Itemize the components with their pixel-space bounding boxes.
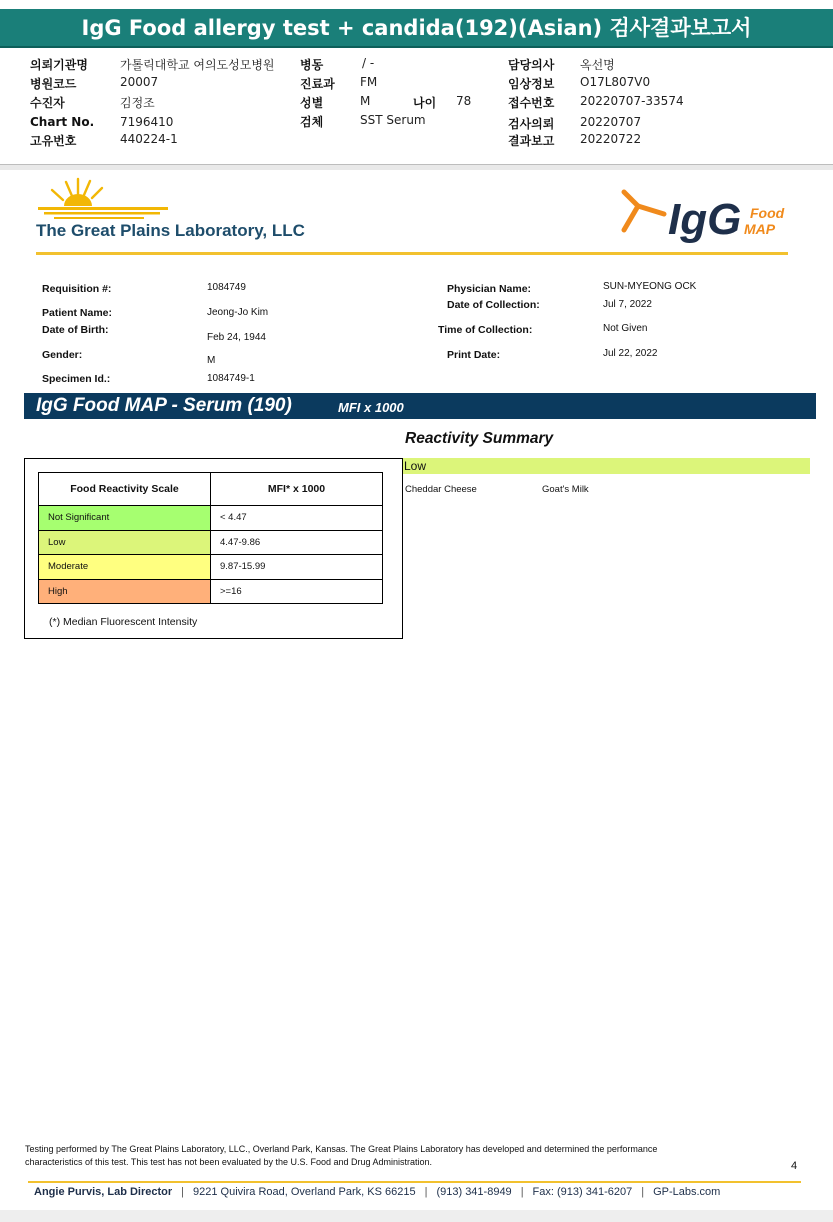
requisition-value: 1084749 [207,282,246,293]
age-value: 78 [456,94,472,108]
gold-divider [36,252,788,255]
physician-value: SUN-MYEONG OCK [603,281,697,292]
scale-level: High [39,579,211,604]
scale-range: < 4.47 [211,506,383,531]
low-reactivity-bar: Low [403,458,810,474]
hospital-code-label: 병원코드 [30,77,77,91]
scale-level: Low [39,530,211,555]
dept-value: FM [360,75,378,89]
hospital-code-value: 20007 [120,75,159,89]
page-number: 4 [791,1160,798,1172]
lab-address: 9221 Quivira Road, Overland Park, KS 66215 [193,1186,416,1198]
lab-website-link[interactable]: GP-Labs.com [653,1186,721,1198]
disclaimer-line: characteristics of this test. This test has not been evaluated by the U.S. Food and Drug Administration. [25,1157,433,1167]
chart-value: 7196410 [120,115,174,129]
specimen-kr-value: SST Serum [360,113,426,127]
ward-value: / - [362,56,375,70]
sex-value: M [360,94,371,108]
footer-separator: | [641,1186,645,1198]
scale-range: 4.47-9.86 [211,530,383,555]
specimen-id-label: Specimen Id.: [42,373,111,385]
sex-label: 성별 [300,96,324,110]
institution-value: 가톨릭대학교 여의도성모병원 [120,58,275,72]
page-bottom-band [0,1210,833,1222]
lab-name: The Great Plains Laboratory, LLC [36,221,305,240]
report-date-label: 결과보고 [508,134,555,148]
collection-date-value: Jul 7, 2022 [603,299,652,310]
footer-separator: | [181,1186,185,1198]
patient-name-label: Patient Name: [42,307,113,319]
scale-row [39,530,383,555]
reactivity-scale-box [24,458,403,639]
physician-label: Physician Name: [447,283,532,295]
unique-number-label: 고유번호 [30,134,77,148]
collection-date-label: Date of Collection: [447,299,540,311]
dept-label: 진료과 [300,77,335,91]
map-logo-text: MAP [744,221,776,237]
scale-row [39,579,383,604]
footer-divider [28,1181,801,1183]
gender-label: Gender: [42,349,83,361]
request-value: 20220707 [580,115,642,129]
igg-food-map-logo-icon [618,186,790,244]
serum-subtitle: MFI x 1000 [338,400,404,415]
scale-range: 9.87-15.99 [211,555,383,580]
ward-label: 병동 [300,58,324,72]
scale-row [39,555,383,580]
gender-value: M [207,355,216,366]
print-date-value: Jul 22, 2022 [603,348,658,359]
clinical-info-value: O17L807V0 [580,75,651,89]
scale-header-left: Food Reactivity Scale [39,473,211,506]
footer-separator: | [424,1186,428,1198]
korean-info-panel [0,52,833,165]
reactivity-summary-title: Reactivity Summary [405,430,554,447]
receipt-value: 20220707-33574 [580,94,684,108]
clinical-info-label: 임상정보 [508,77,555,91]
serum-title: IgG Food MAP - Serum (190) [36,395,292,416]
low-food-item: Goat's Milk [542,484,589,495]
reactivity-scale-table [38,472,383,604]
unique-number-value: 440224-1 [120,132,178,146]
patient-name-value: Jeong-Jo Kim [207,307,269,318]
collection-time-value: Not Given [603,323,648,334]
food-logo-text: Food [750,205,785,221]
patient-label: 수진자 [30,96,65,110]
lab-director: Angie Purvis, Lab Director [34,1186,173,1198]
low-food-item: Cheddar Cheese [405,484,477,495]
collection-time-label: Time of Collection: [438,324,533,336]
footer-separator: | [520,1186,524,1198]
sun-logo-icon [34,176,174,221]
igg-logo-text: IgG [668,195,742,244]
dob-label: Date of Birth: [42,324,109,336]
age-label: 나이 [413,96,437,110]
header-divider [0,164,833,170]
scale-footnote: (*) Median Fluorescent Intensity [49,616,198,628]
scale-header-right: MFI* x 1000 [211,473,383,506]
scale-range: >=16 [211,579,383,604]
scale-row [39,506,383,531]
lab-footer [34,1186,720,1198]
report-title: IgG Food allergy test + candida(192)(Asian) 검사결과보고서 [0,9,833,48]
patient-value: 김정조 [120,96,155,110]
institution-label: 의뢰기관명 [30,58,88,72]
scale-header-row [39,473,383,506]
lab-fax: Fax: (913) 341-6207 [532,1186,633,1198]
disclaimer-line: Testing performed by The Great Plains Laboratory, LLC., Overland Park, Kansas. The Great Plains Laboratory has developed and determined the performance [25,1144,658,1154]
specimen-kr-label: 검체 [300,115,324,129]
receipt-label: 접수번호 [508,96,555,110]
request-label: 검사의뢰 [508,117,555,131]
serum-title-bar [24,393,816,419]
specimen-id-value: 1084749-1 [207,373,255,384]
report-date-value: 20220722 [580,132,642,146]
scale-level: Not Significant [39,506,211,531]
chart-label: Chart No. [30,115,95,129]
requisition-label: Requisition #: [42,283,112,295]
disclaimer [25,1143,785,1169]
scale-level: Moderate [39,555,211,580]
dob-value: Feb 24, 1944 [207,332,266,343]
doctor-label: 담당의사 [508,58,555,72]
print-date-label: Print Date: [447,349,501,361]
lab-phone: (913) 341-8949 [436,1186,512,1198]
doctor-value: 옥선명 [580,58,615,72]
